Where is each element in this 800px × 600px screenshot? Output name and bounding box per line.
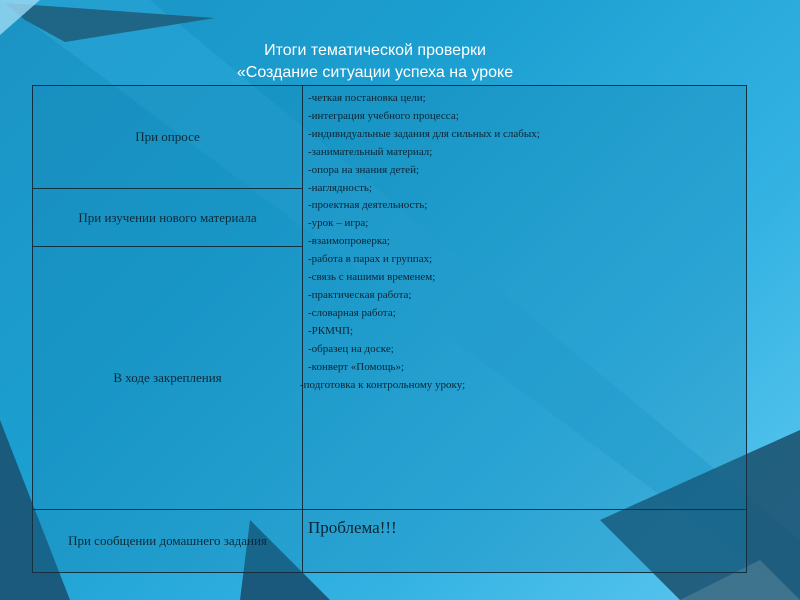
list-item: -индивидуальные задания для сильных и слабых; [308, 127, 540, 140]
list-item: -урок – игра; [308, 217, 369, 230]
table-row [33, 86, 747, 189]
problem-note: Проблема!!! [308, 518, 397, 537]
methods-cell [300, 86, 747, 510]
list-item: -конверт «Помощь»; [308, 360, 404, 373]
list-item: -работа в парах и группах; [308, 253, 433, 266]
methods-list [300, 90, 740, 394]
row-label-consolidation: В ходе закрепления [33, 247, 303, 510]
list-item: -образец на доске; [308, 342, 394, 355]
row-label-homework: При сообщении домашнего задания [33, 510, 303, 573]
list-item: -опора на знания детей; [308, 163, 420, 176]
row-label-survey: При опросе [33, 86, 303, 189]
list-item: -взаимопроверка; [308, 235, 390, 248]
list-item: -четкая постановка цели; [308, 92, 426, 104]
table-row [33, 510, 747, 573]
list-item: -подготовка к контрольному уроку; [300, 378, 466, 391]
homework-cell [303, 510, 747, 573]
title-line-2: «Создание ситуации успеха на уроке [236, 64, 514, 81]
list-item: -практическая работа; [308, 288, 412, 301]
list-item: -занимательный материал; [308, 145, 433, 158]
list-item: -проектная деятельность; [308, 199, 428, 212]
inspection-table [32, 85, 747, 573]
row-label-new-material: При изучении нового материала [33, 189, 303, 247]
list-item: -наглядность; [308, 181, 372, 194]
list-item: -словарная работа; [308, 306, 396, 319]
list-item: -РКМЧП; [308, 324, 354, 337]
list-item: -связь с нашими временем; [308, 271, 436, 284]
list-item: -интеграция учебного процесса; [308, 109, 459, 122]
slide-title [150, 40, 600, 84]
title-line-1: Итоги тематической проверки [264, 42, 486, 59]
